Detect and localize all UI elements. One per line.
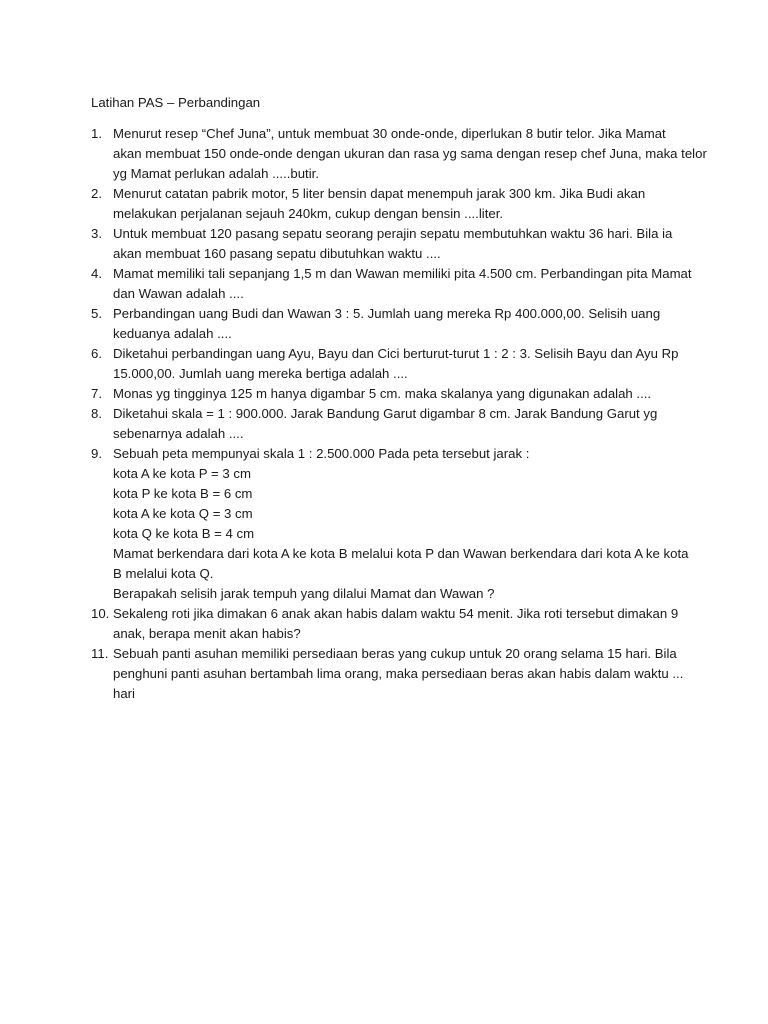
- question-number: 11.: [91, 646, 109, 661]
- question-text-line: melakukan perjalanan sejauh 240km, cukup dengan bensin ....liter.: [113, 206, 504, 221]
- question-text-line: anak, berapa menit akan habis?: [113, 626, 301, 641]
- question-text-line: kota P ke kota B = 6 cm: [113, 486, 253, 501]
- question-text-line: Mamat memiliki tali sepanjang 1,5 m dan Wawan memiliki pita 4.500 cm. Perbandingan pita Mamat: [113, 266, 692, 281]
- question-text-line: Menurut resep “Chef Juna”, untuk membuat 30 onde-onde, diperlukan 8 butir telor. Jika Mamat: [113, 126, 666, 141]
- question-text-line: kota Q ke kota B = 4 cm: [113, 526, 255, 541]
- question-text-line: Perbandingan uang Budi dan Wawan 3 : 5. Jumlah uang mereka Rp 400.000,00. Selisih uang: [113, 306, 661, 321]
- question-text-line: 15.000,00. Jumlah uang mereka bertiga adalah ....: [113, 366, 408, 381]
- question-text-line: Sekaleng roti jika dimakan 6 anak akan habis dalam waktu 54 menit. Jika roti tersebut dimakan 9: [113, 606, 679, 621]
- question-number: 2.: [91, 186, 102, 201]
- question-item: [91, 304, 691, 344]
- question-text-line: Sebuah peta mempunyai skala 1 : 2.500.000 Pada peta tersebut jarak :: [113, 446, 530, 461]
- question-text-line: B melalui kota Q.: [113, 566, 214, 581]
- question-item: [91, 644, 691, 704]
- question-number: 6.: [91, 346, 102, 361]
- question-item: [91, 224, 691, 264]
- question-text-line: Untuk membuat 120 pasang sepatu seorang perajin sepatu membutuhkan waktu 36 hari. Bila ia: [113, 226, 673, 241]
- question-text-line: Berapakah selisih jarak tempuh yang dilalui Mamat dan Wawan ?: [113, 586, 495, 601]
- question-item: [91, 124, 707, 184]
- question-number: 1.: [91, 126, 102, 141]
- question-number: 3.: [91, 226, 102, 241]
- question-text-line: Mamat berkendara dari kota A ke kota B melalui kota P dan Wawan berkendara dari kota A ke kota: [113, 546, 689, 561]
- question-item: [91, 264, 691, 304]
- question-text-line: kota A ke kota Q = 3 cm: [113, 506, 253, 521]
- question-text-line: Monas yg tingginya 125 m hanya digambar 5 cm. maka skalanya yang digunakan adalah ....: [113, 386, 652, 401]
- question-text-line: Menurut catatan pabrik motor, 5 liter bensin dapat menempuh jarak 300 km. Jika Budi akan: [113, 186, 646, 201]
- question-number: 5.: [91, 306, 102, 321]
- question-number: 8.: [91, 406, 102, 421]
- question-item: [91, 444, 691, 604]
- question-item: [91, 184, 691, 224]
- question-number: 9.: [91, 446, 102, 461]
- question-text-line: Diketahui perbandingan uang Ayu, Bayu dan Cici berturut-turut 1 : 2 : 3. Selisih Bayu dan Ayu Rp: [113, 346, 679, 361]
- question-text-line: kota A ke kota P = 3 cm: [113, 466, 251, 481]
- question-text-line: sebenarnya adalah ....: [113, 426, 244, 441]
- question-number: 10.: [91, 606, 110, 621]
- question-text-line: keduanya adalah ....: [113, 326, 232, 341]
- question-item: [91, 404, 691, 444]
- question-number: 4.: [91, 266, 102, 281]
- question-text-line: akan membuat 150 onde-onde dengan ukuran dan rasa yg sama dengan resep chef Juna, maka telor: [113, 146, 707, 161]
- question-text-line: hari: [113, 686, 135, 701]
- question-item: [91, 604, 691, 644]
- question-item: [91, 384, 691, 404]
- question-text-line: penghuni panti asuhan bertambah lima orang, maka persediaan beras akan habis dalam waktu ...: [113, 666, 684, 681]
- document-title: Latihan PAS – Perbandingan: [91, 95, 261, 110]
- question-text-line: dan Wawan adalah ....: [113, 286, 244, 301]
- question-item: [91, 344, 691, 384]
- question-text-line: Diketahui skala = 1 : 900.000. Jarak Bandung Garut digambar 8 cm. Jarak Bandung Garut yg: [113, 406, 658, 421]
- question-text-line: yg Mamat perlukan adalah .....butir.: [113, 166, 319, 181]
- question-list: [91, 124, 707, 704]
- question-number: 7.: [91, 386, 102, 401]
- question-text-line: Sebuah panti asuhan memiliki persediaan beras yang cukup untuk 20 orang selama 15 hari. Bila: [113, 646, 677, 661]
- question-text-line: akan membuat 160 pasang sepatu dibutuhkan waktu ....: [113, 246, 441, 261]
